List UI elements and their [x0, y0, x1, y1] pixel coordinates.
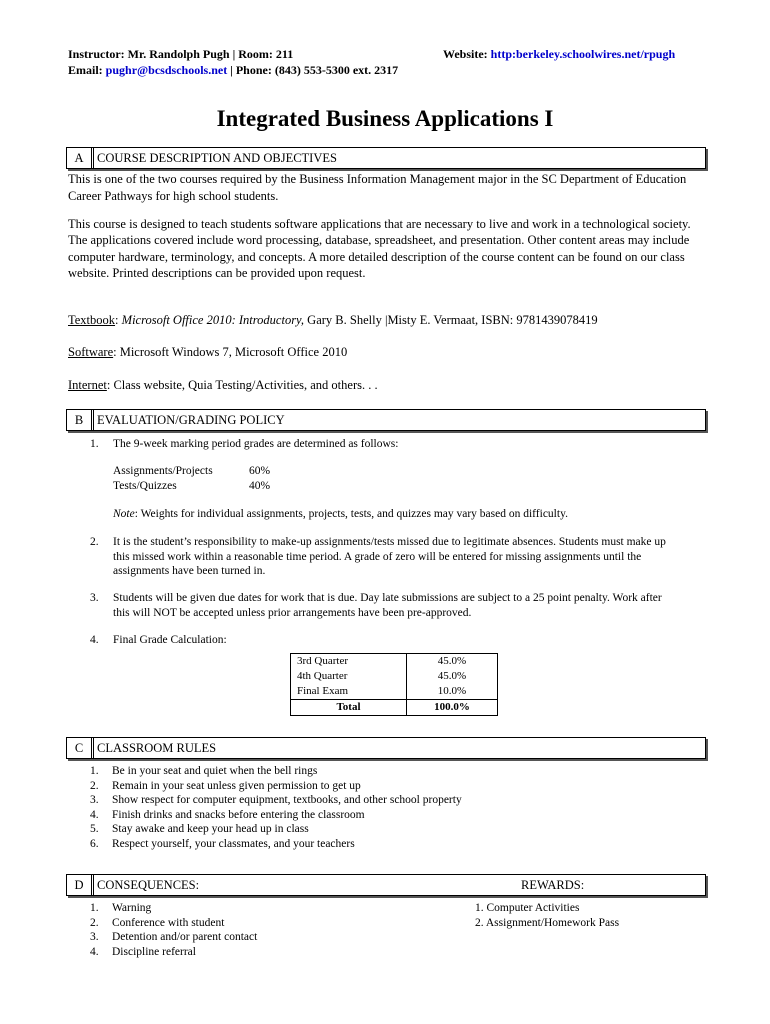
section-title: EVALUATION/GRADING POLICY	[97, 413, 285, 427]
reward-item: 1. Computer Activities	[475, 902, 580, 914]
list-number: 1.	[90, 438, 99, 450]
consequence-text: Warning	[112, 902, 152, 914]
rule-text: Be in your seat and quiet when the bell rings	[112, 765, 318, 777]
list-number: 1.	[90, 902, 99, 914]
consequence-text: Detention and/or parent contact	[112, 931, 258, 943]
rule-text: Remain in your seat unless given permission to get up	[112, 779, 361, 792]
software-label: Software	[68, 345, 114, 359]
list-item	[66, 930, 257, 945]
list-number: 1.	[90, 765, 99, 777]
classroom-rules-list	[66, 764, 462, 851]
textbook-details: Gary B. Shelly |Misty E. Vermaat, ISBN: 9781439078419	[304, 313, 598, 327]
list-number: 3.	[90, 794, 99, 806]
rewards-title: REWARDS:	[521, 878, 585, 892]
list-item	[66, 916, 257, 931]
software-line	[68, 344, 347, 361]
late-policy: Students will be given due dates for work that is due. Day late submissions are subject to a 25 point penalty. Work after this will NOT be accepted unless prior arrangements have been pre-approved.	[113, 592, 662, 619]
internet-line	[68, 377, 378, 394]
page-title: Integrated Business Applications I	[216, 106, 554, 131]
software-text: : Microsoft Windows 7, Microsoft Office 2010	[113, 345, 348, 359]
table-cell: Final Exam	[291, 684, 407, 700]
final-grade-heading: Final Grade Calculation:	[113, 634, 227, 646]
website-line	[443, 47, 675, 62]
textbook-line: Textbook: Microsoft Office 2010: Introductory, Gary B. Shelly |Misty E. Vermaat, ISBN: 9781439078419	[68, 313, 598, 327]
table-cell: 100.0%	[407, 700, 498, 716]
table-row	[291, 669, 498, 684]
list-number: 4.	[90, 808, 99, 821]
section-title: CONSEQUENCES:	[97, 878, 200, 892]
section-letter: C	[67, 738, 94, 758]
website-label: Website:	[443, 47, 491, 61]
table-cell: Total	[291, 700, 407, 716]
table-cell: 4th Quarter	[291, 669, 407, 684]
instructor-info: Instructor: Mr. Randolph Pugh | Room: 211	[68, 47, 294, 61]
list-number: 3.	[90, 931, 99, 943]
table-cell: 10.0%	[407, 684, 498, 700]
table-cell: 45.0%	[407, 654, 498, 670]
weight-label: Tests/Quizzes	[113, 480, 177, 492]
weight-value: 40%	[249, 480, 271, 492]
section-d-header	[66, 874, 706, 896]
list-item	[66, 764, 462, 779]
list-number: 2.	[90, 916, 99, 929]
rule-text: Show respect for computer equipment, textbooks, and other school property	[112, 794, 462, 806]
section-letter: A	[67, 148, 94, 168]
list-item	[66, 822, 462, 837]
rule-text: Respect yourself, your classmates, and your teachers	[112, 837, 355, 850]
list-item	[66, 808, 462, 823]
list-number: 4.	[90, 634, 99, 646]
consequence-text: Conference with student	[112, 916, 225, 929]
list-number: 2.	[90, 779, 99, 792]
list-number: 4.	[90, 945, 99, 958]
textbook-title: Microsoft Office 2010: Introductory,	[121, 313, 305, 327]
list-item	[66, 945, 257, 960]
rule-text: Finish drinks and snacks before entering the classroom	[112, 808, 365, 821]
weight-label: Assignments/Projects	[113, 465, 213, 477]
section-a-header	[66, 147, 706, 169]
list-number: 2.	[90, 536, 99, 548]
section-letter: B	[67, 410, 94, 430]
table-cell: 3rd Quarter	[291, 654, 407, 670]
note-text: : Weights for individual assignments, projects, tests, and quizzes may vary based on difficulty.	[134, 508, 568, 520]
internet-text: : Class website, Quia Testing/Activities, and others. . .	[106, 378, 378, 392]
table-cell: 45.0%	[407, 669, 498, 684]
phone-text: | Phone: (843) 553-5300 ext. 2317	[227, 63, 399, 77]
internet-label: Internet	[68, 378, 107, 392]
website-link[interactable]: http:berkeley.schoolwires.net/rpugh	[490, 47, 676, 61]
section-title: COURSE DESCRIPTION AND OBJECTIVES	[97, 151, 337, 165]
email-label: Email:	[68, 63, 106, 77]
consequence-text: Discipline referral	[112, 945, 196, 958]
table-row-total	[291, 700, 498, 716]
section-b-header	[66, 409, 706, 431]
grading-intro: The 9-week marking period grades are determined as follows:	[113, 438, 399, 450]
textbook-label: Textbook	[68, 313, 116, 327]
list-item	[66, 901, 257, 916]
course-description: This course is designed to teach students software applications that are necessary to live and work in a technological society. The applications covered include word processing, database, spreadsheet, and presentation. Other content areas may include computer hardware, terminology, and concepts. A more detailed description of the course content can be found on our class website. Printed descriptions can be provided upon request.	[68, 217, 691, 281]
list-item	[66, 779, 462, 794]
list-item	[66, 793, 462, 808]
email-link[interactable]: pughr@bcsdschools.net	[105, 63, 228, 77]
final-grade-table	[290, 653, 498, 716]
section-c-header	[66, 737, 706, 759]
list-number: 6.	[90, 837, 99, 850]
rule-text: Stay awake and keep your head up in class	[112, 823, 309, 835]
list-item	[66, 837, 462, 852]
weight-value: 60%	[249, 465, 271, 477]
weights-note	[113, 507, 568, 522]
list-number: 5.	[90, 823, 99, 835]
section-letter: D	[67, 875, 94, 895]
table-row	[291, 654, 498, 670]
course-intro: This is one of the two courses required by the Business Information Management major in the SC Department of Education Career Pathways for high school students.	[68, 172, 687, 203]
list-number: 3.	[90, 592, 99, 604]
note-label: Note	[113, 508, 135, 520]
table-row	[291, 684, 498, 700]
reward-item: 2. Assignment/Homework Pass	[475, 917, 620, 929]
makeup-policy: It is the student’s responsibility to make-up assignments/tests missed due to legitimate absences. Students must make up this missed work within a reasonable time period. A grade of zero will be entered for missing assignments until the assignments have been turned in.	[113, 536, 666, 577]
contact-line	[68, 63, 398, 78]
consequences-list	[66, 901, 257, 959]
section-title: CLASSROOM RULES	[97, 741, 217, 755]
